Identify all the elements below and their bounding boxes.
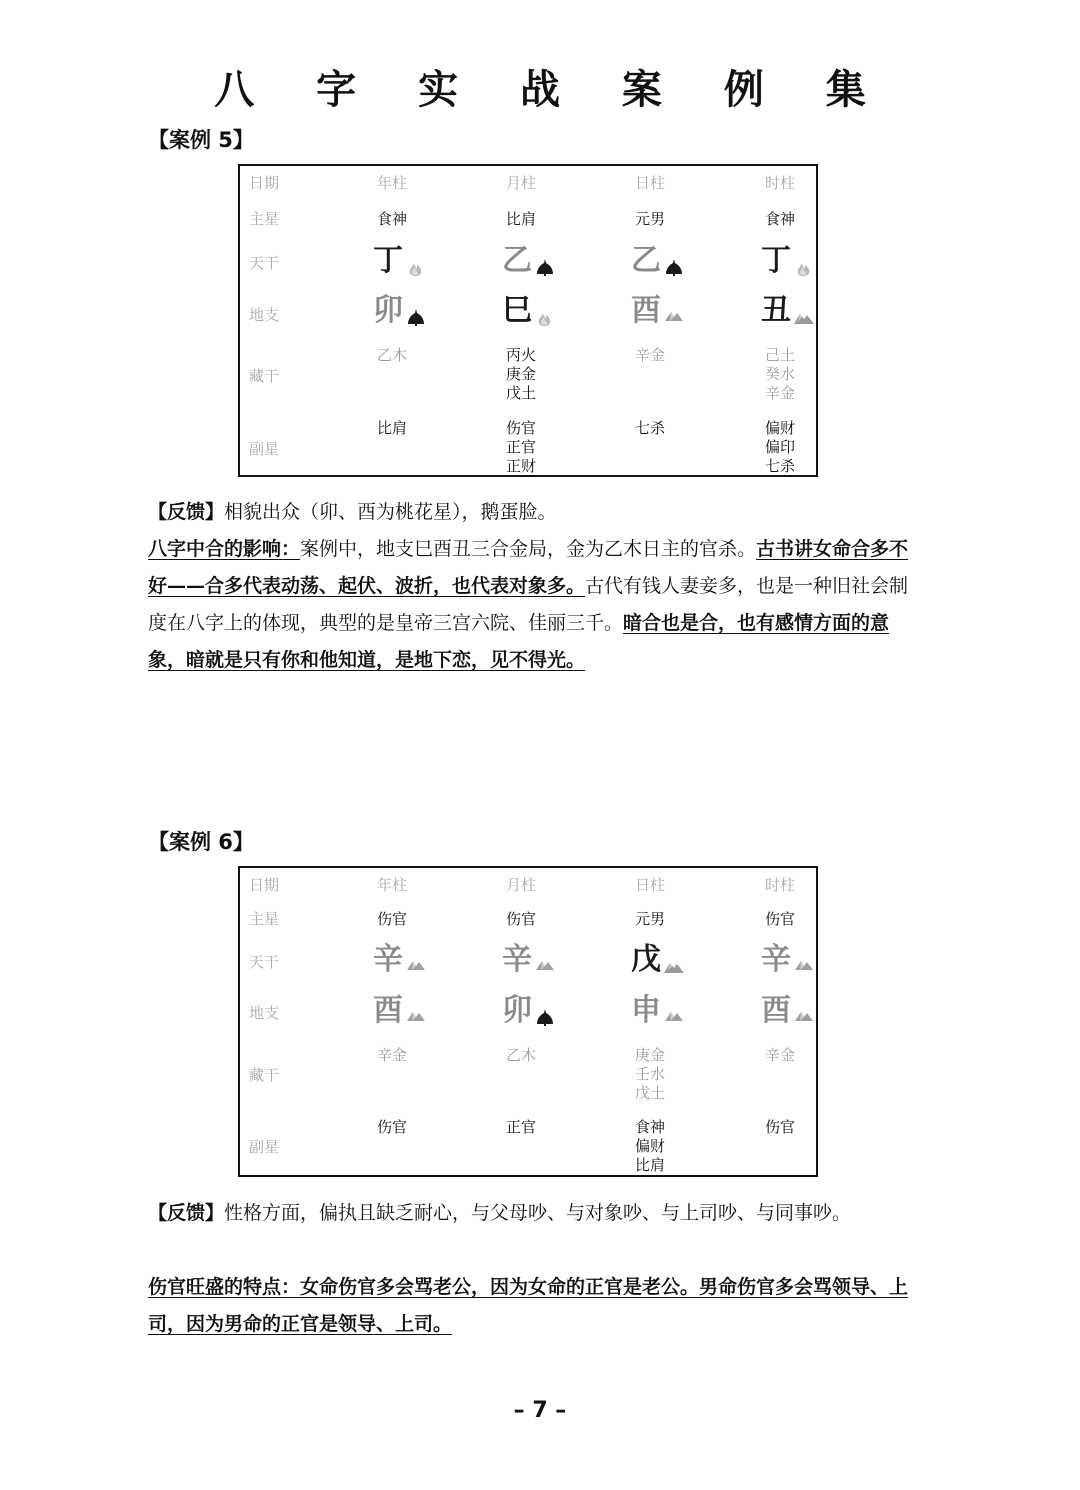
hidden-stems [765, 346, 795, 403]
page-title: 八 字 实 战 案 例 集 [214, 66, 890, 113]
metal-icon [793, 1001, 815, 1021]
sub-star: 比肩 [634, 1156, 666, 1174]
metal-icon [663, 301, 685, 321]
heavenly-stem [502, 943, 556, 977]
sub-stars [635, 1118, 665, 1175]
sub-stars [635, 419, 665, 438]
hidden-stem: 辛金 [764, 1046, 796, 1064]
hidden-stem: 壬水 [634, 1065, 666, 1083]
hidden-stem: 戊土 [634, 1084, 666, 1102]
branch-char: 卯 [502, 993, 532, 1028]
sub-star: 七杀 [764, 457, 796, 475]
column-header: 年柱 [376, 174, 408, 192]
earth-icon [663, 950, 685, 970]
sub-stars [377, 1118, 407, 1137]
sub-star: 偏财 [634, 1137, 666, 1155]
hidden-stem: 乙木 [505, 1046, 537, 1064]
row-label-main-star: 主星 [249, 210, 280, 228]
metal-icon [663, 1001, 685, 1021]
heavenly-stem [761, 943, 815, 977]
row-label-sub-star: 副星 [249, 1138, 280, 1156]
main-star: 食神 [764, 210, 796, 228]
hidden-stem: 乙木 [376, 346, 408, 364]
heavenly-stem [631, 943, 685, 977]
metal-icon [534, 950, 556, 970]
main-star: 元男 [634, 210, 666, 228]
branch-char: 酉 [373, 993, 403, 1028]
case5-heading: 【案例 5】 [148, 128, 254, 152]
wood-icon [663, 251, 685, 271]
analysis-label: 八字中合的影响： [148, 538, 301, 560]
stem-char: 辛 [761, 942, 791, 977]
column-header: 月柱 [505, 174, 537, 192]
fire-icon [405, 251, 427, 271]
sub-stars [765, 1118, 795, 1137]
earthly-branch [502, 294, 556, 328]
sub-star: 七杀 [634, 419, 666, 437]
stem-char: 乙 [631, 243, 661, 278]
branch-char: 巳 [502, 293, 532, 328]
stem-char: 戊 [631, 942, 661, 977]
earthly-branch [761, 294, 815, 328]
stem-char: 乙 [502, 243, 532, 278]
stem-char: 辛 [373, 942, 403, 977]
row-label-branch: 地支 [249, 306, 280, 324]
branch-char: 丑 [761, 293, 791, 328]
hidden-stem: 庚金 [634, 1046, 666, 1064]
stem-char: 辛 [502, 942, 532, 977]
case5-analysis [148, 531, 918, 679]
row-label-date: 日期 [249, 174, 280, 192]
hidden-stem: 辛金 [634, 346, 666, 364]
heavenly-stem [502, 244, 556, 278]
hidden-stems [506, 1046, 536, 1065]
earth-icon [793, 301, 815, 321]
feedback-text: 性格方面，偏执且缺乏耐心，与父母吵、与对象吵、与上司吵、与同事吵。 [224, 1202, 852, 1224]
feedback-text: 相貌出众（卯、酉为桃花星），鹅蛋脸。 [224, 501, 557, 523]
wood-icon [534, 1001, 556, 1021]
branch-char: 申 [631, 993, 661, 1028]
column-header: 时柱 [764, 876, 796, 894]
hidden-stems [765, 1046, 795, 1065]
hidden-stem: 辛金 [764, 384, 796, 402]
sub-stars [765, 419, 795, 476]
sub-stars [377, 419, 407, 438]
feedback-label: 【反馈】 [148, 501, 225, 523]
case6-heading: 【案例 6】 [148, 830, 254, 854]
earthly-branch [502, 994, 556, 1028]
column-header: 月柱 [505, 876, 537, 894]
column-header: 年柱 [376, 876, 408, 894]
hidden-stem: 庚金 [505, 365, 537, 383]
earthly-branch [631, 294, 685, 328]
row-label-stem: 天干 [249, 953, 280, 971]
column-header: 日柱 [634, 174, 666, 192]
feedback-label: 【反馈】 [148, 1202, 225, 1224]
hidden-stems [635, 1046, 665, 1103]
case6-analysis [148, 1269, 918, 1343]
earthly-branch [373, 994, 427, 1028]
wood-icon [534, 251, 556, 271]
sub-star: 正财 [505, 457, 537, 475]
sub-star: 正官 [505, 438, 537, 456]
main-star: 伤官 [376, 910, 408, 928]
stem-char: 丁 [373, 243, 403, 278]
analysis-emphasis: 古书讲女命合多不好——合多代表动荡、起伏、波折，也代表对象多。 [148, 538, 909, 597]
row-label-sub-star: 副星 [249, 440, 280, 458]
hidden-stem: 戊土 [505, 384, 537, 402]
sub-star: 偏印 [764, 438, 796, 456]
analysis-emphasis: 女命伤官多会骂老公，因为女命的正官是老公。男命伤官多会骂领导、上司，因为男命的正官是领导、上司。 [148, 1276, 909, 1335]
case6-feedback [148, 1195, 918, 1232]
sub-star: 偏财 [764, 419, 796, 437]
case6-bazi-chart [238, 866, 818, 1177]
main-star: 伤官 [764, 910, 796, 928]
heavenly-stem [373, 943, 427, 977]
row-label-hidden: 藏干 [249, 367, 280, 385]
hidden-stem: 辛金 [376, 1046, 408, 1064]
branch-char: 酉 [761, 993, 791, 1028]
sub-star: 伤官 [764, 1118, 796, 1136]
analysis-emphasis-2: 暗合也是合，也有感情方面的意象，暗就是只有你和他知道，是地下恋，见不得光。 [148, 612, 890, 671]
branch-char: 卯 [373, 293, 403, 328]
analysis-plain: 案例中，地支巳酉丑三合金局，金为乙木日主的官杀。 [300, 538, 757, 560]
earthly-branch [373, 294, 427, 328]
hidden-stems [377, 346, 407, 365]
hidden-stems [635, 346, 665, 365]
hidden-stems [377, 1046, 407, 1065]
case5-bazi-chart [238, 164, 818, 477]
main-star: 伤官 [505, 910, 537, 928]
column-header: 日柱 [634, 876, 666, 894]
stem-char: 丁 [761, 243, 791, 278]
sub-star: 正官 [505, 1118, 537, 1136]
case5-feedback [148, 494, 918, 531]
row-label-date: 日期 [249, 876, 280, 894]
main-star: 比肩 [505, 210, 537, 228]
sub-star: 食神 [634, 1118, 666, 1136]
page-number: – 7 – [513, 1398, 567, 1423]
hidden-stem: 己土 [764, 346, 796, 364]
hidden-stem: 丙火 [505, 346, 537, 364]
metal-icon [405, 1001, 427, 1021]
hidden-stems [506, 346, 536, 403]
column-header: 时柱 [764, 174, 796, 192]
analysis-label: 伤官旺盛的特点： [148, 1276, 301, 1298]
row-label-hidden: 藏干 [249, 1066, 280, 1084]
metal-icon [793, 950, 815, 970]
earthly-branch [631, 994, 685, 1028]
fire-icon [534, 301, 556, 321]
heavenly-stem [373, 244, 427, 278]
analysis-plain-2: 古代有钱人妻妾多，也是一种旧社会制度在八字上的体现，典型的是皇帝三宫六院、佳丽三千。 [148, 575, 909, 634]
metal-icon [405, 950, 427, 970]
main-star: 元男 [634, 910, 666, 928]
row-label-branch: 地支 [249, 1004, 280, 1022]
hidden-stem: 癸水 [764, 365, 796, 383]
sub-star: 伤官 [505, 419, 537, 437]
sub-stars [506, 419, 536, 476]
earthly-branch [761, 994, 815, 1028]
main-star: 食神 [376, 210, 408, 228]
fire-icon [793, 251, 815, 271]
row-label-main-star: 主星 [249, 910, 280, 928]
branch-char: 酉 [631, 293, 661, 328]
heavenly-stem [761, 244, 815, 278]
sub-stars [506, 1118, 536, 1137]
row-label-stem: 天干 [249, 254, 280, 272]
sub-star: 伤官 [376, 1118, 408, 1136]
heavenly-stem [631, 244, 685, 278]
wood-icon [405, 301, 427, 321]
sub-star: 比肩 [376, 419, 408, 437]
